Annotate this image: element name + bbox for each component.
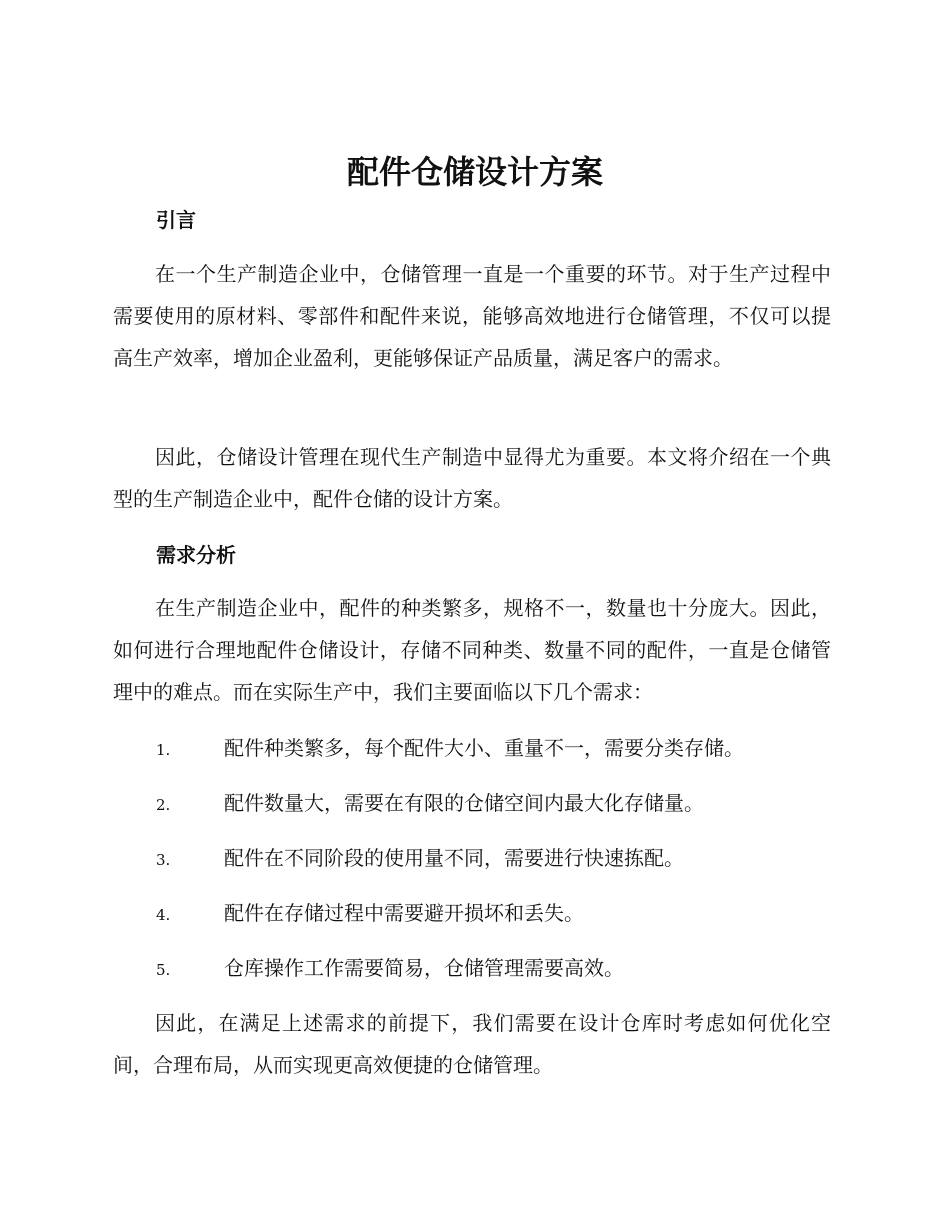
list-item-text: 配件数量大，需要在有限的仓储空间内最大化存储量。	[224, 791, 704, 815]
list-item	[156, 844, 836, 874]
list-item-number: 1.	[156, 741, 171, 759]
list-item-text: 仓库操作工作需要简易，仓储管理需要高效。	[224, 956, 624, 980]
list-item	[156, 954, 836, 984]
list-item-number: 3.	[156, 851, 171, 869]
list-item-number: 4.	[156, 906, 171, 924]
list-item	[156, 899, 836, 929]
list-item-text: 配件种类繁多，每个配件大小、重量不一，需要分类存储。	[224, 736, 744, 760]
paragraph-requirements-closing: 因此，在满足上述需求的前提下，我们需要在设计仓库时考虑如何优化空间，合理布局，从而实现更高效便捷的仓储管理。	[113, 1011, 831, 1077]
section-heading-requirements: 需求分析	[156, 543, 236, 567]
paragraph-introduction-2: 因此，仓储设计管理在现代生产制造中显得尤为重要。本文将介绍在一个典型的生产制造企业中，配件仓储的设计方案。	[113, 445, 831, 511]
list-item-text: 配件在存储过程中需要避开损坏和丢失。	[224, 901, 584, 925]
list-item	[156, 734, 836, 764]
list-item-text: 配件在不同阶段的使用量不同，需要进行快速拣配。	[224, 846, 684, 870]
list-item-number: 2.	[156, 796, 171, 814]
paragraph-introduction-1: 在一个生产制造企业中，仓储管理一直是一个重要的环节。对于生产过程中需要使用的原材料、零部件和配件来说，能够高效地进行仓储管理，不仅可以提高生产效率，增加企业盈利，更能够保证产品质量，满足客户的需求。	[113, 262, 831, 370]
section-heading-introduction: 引言	[156, 208, 196, 232]
document-title: 配件仓储设计方案	[346, 153, 603, 191]
list-item-number: 5.	[156, 961, 171, 979]
list-item	[156, 789, 836, 819]
paragraph-requirements-1: 在生产制造企业中，配件的种类繁多，规格不一，数量也十分庞大。因此，如何进行合理地配件仓储设计，存储不同种类、数量不同的配件，一直是仓储管理中的难点。而在实际生产中，我们主要面临以下几个需求：	[113, 596, 831, 704]
